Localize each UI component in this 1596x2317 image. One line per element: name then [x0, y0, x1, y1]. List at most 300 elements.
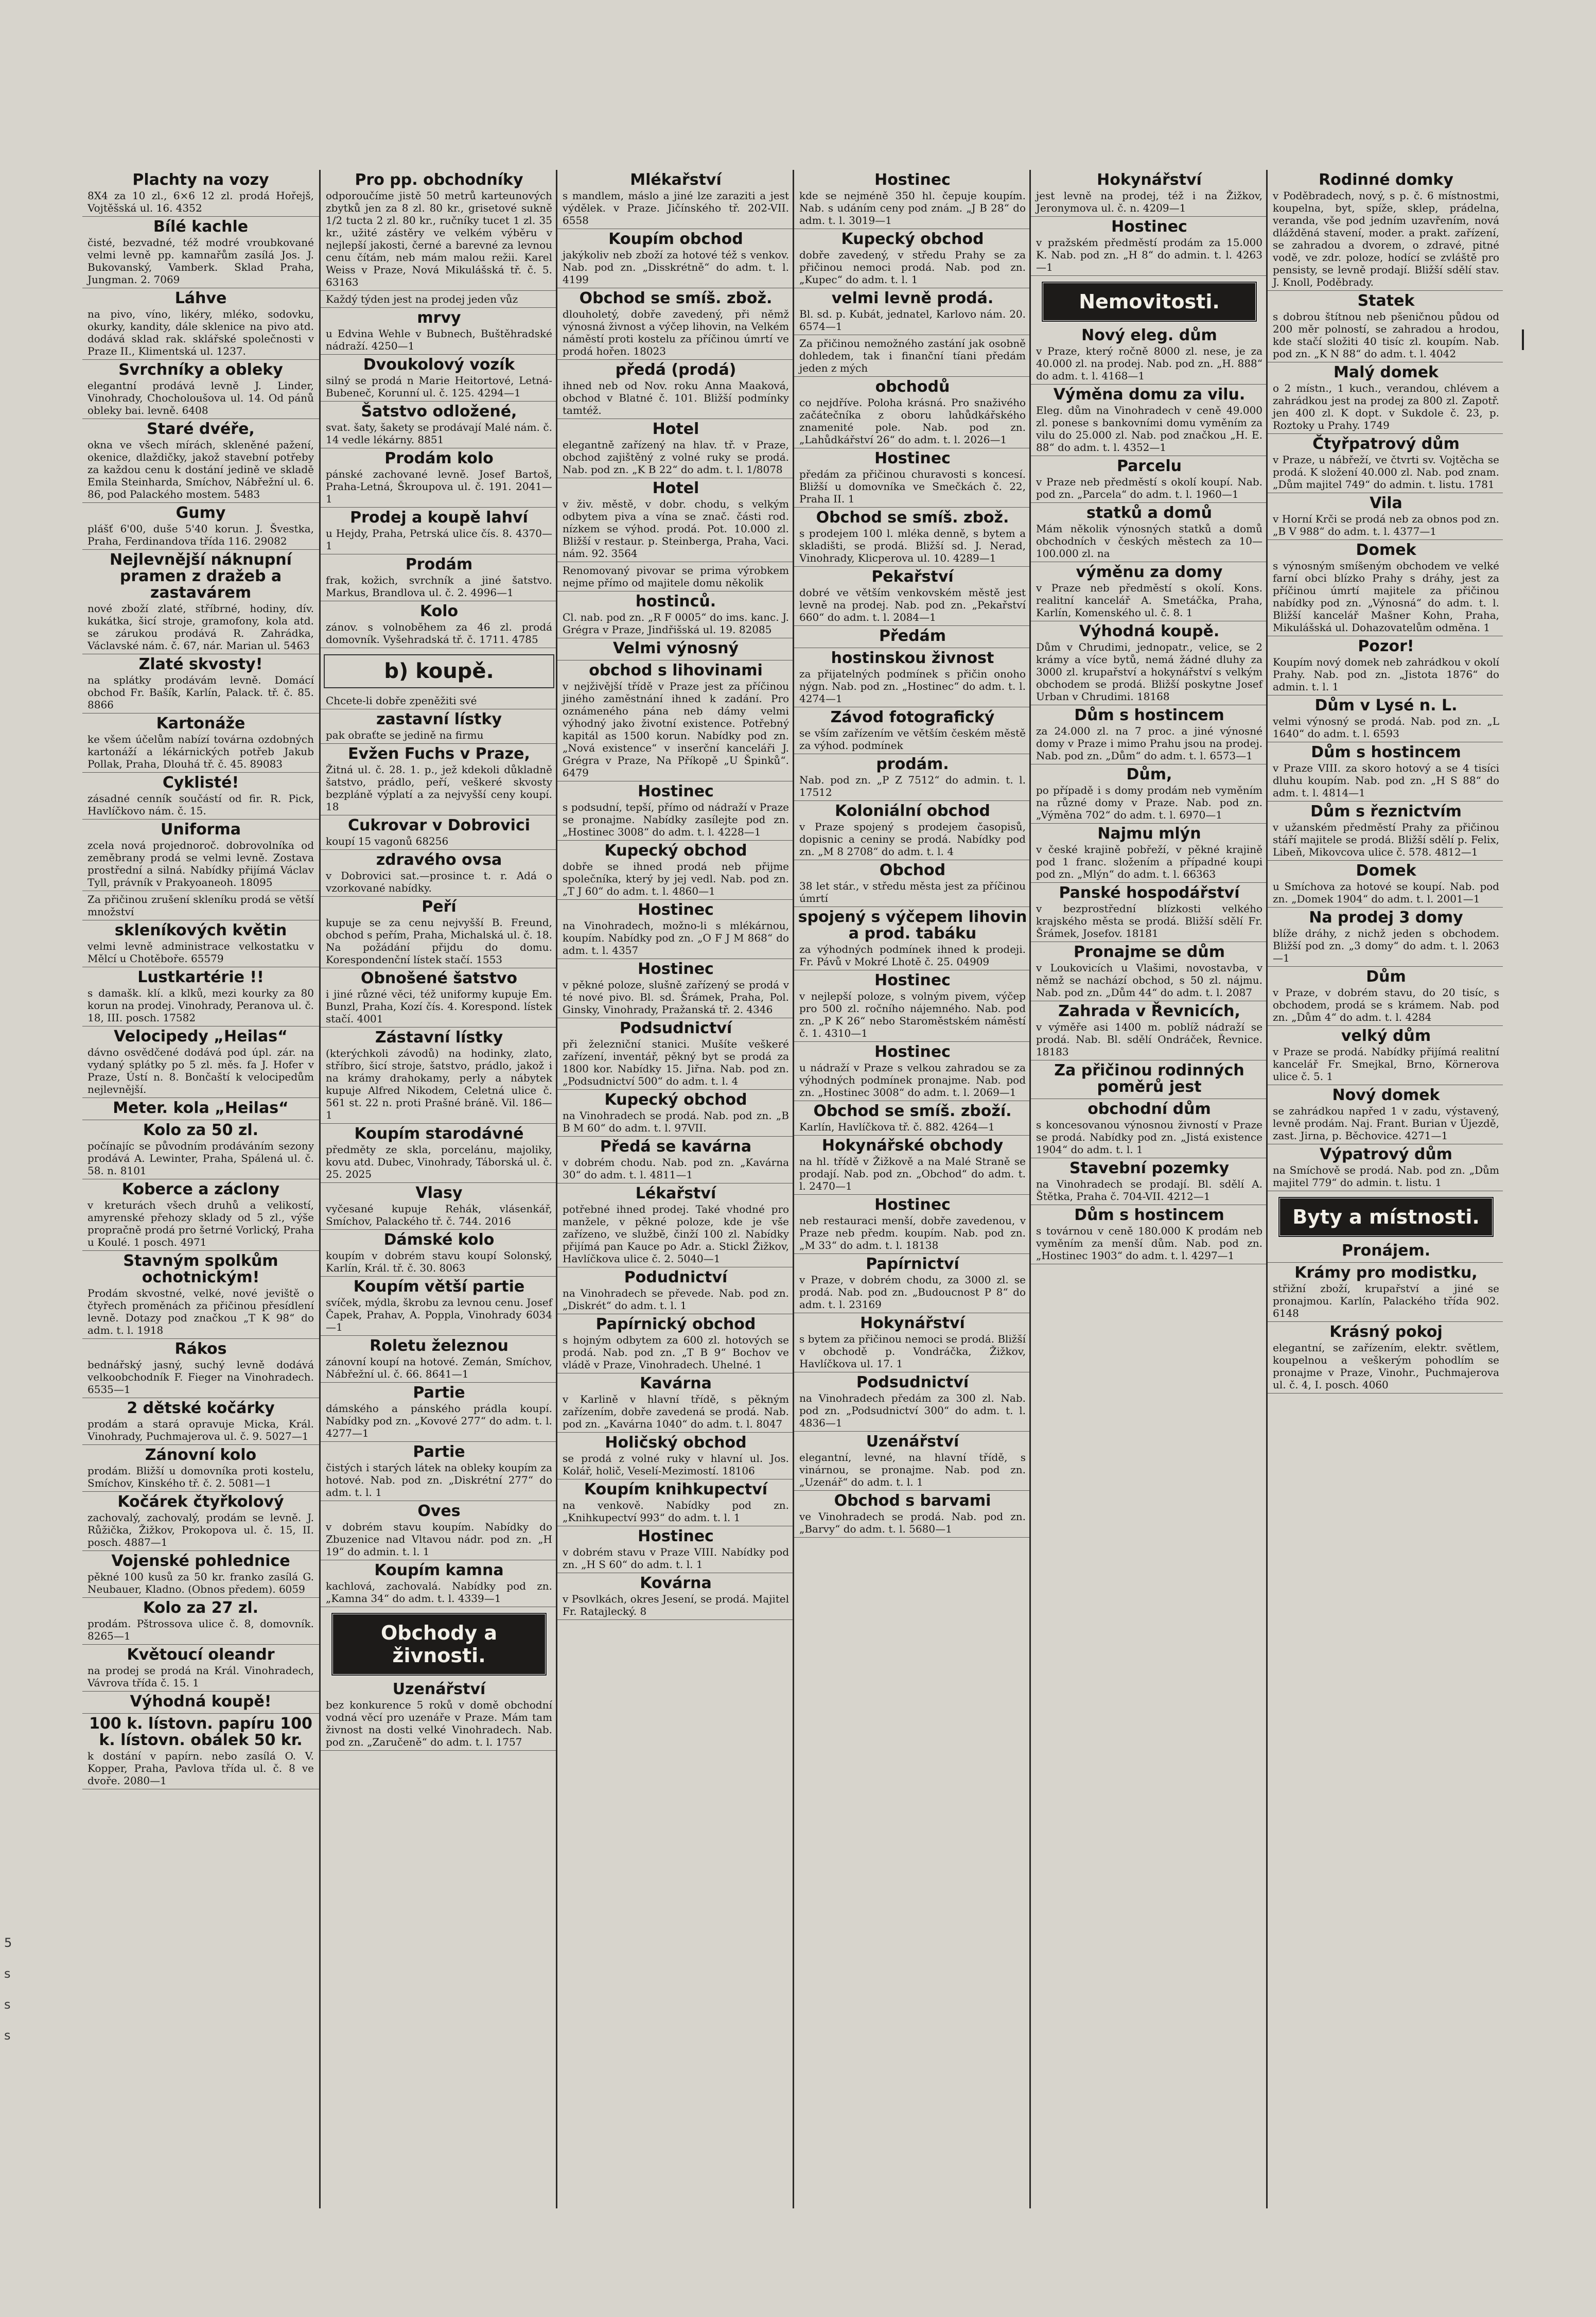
ad-text: kupuje se za cenu nejvyšší B. Freund, obchod s peřím, Praha, Michalská ul. č. 18. Na požádání přijdu do domu. Korespondenční lístek stačí. 1553	[326, 916, 552, 966]
ad-text: v Psovlkách, okres Jesení, se prodá. Majitel Fr. Ratajlecký. 8	[563, 1593, 789, 1617]
ad-heading: Dům s hostincem	[1311, 743, 1461, 761]
ad-text: s dobrou štítnou neb pšeničnou půdou od 200 měr polností, se zahradou a hrodou, kde stačí složiti 40 tisíc zl. koupím. Nab. pod zn. „K N 88“ do adm. t. l. 4042	[1273, 310, 1499, 360]
classified-ad	[1031, 1101, 1268, 1158]
ad-heading: Prodám kolo	[384, 449, 494, 467]
ad-heading: obchodů	[875, 378, 950, 396]
classified-ad	[321, 711, 557, 744]
ad-text: s damašk. klí. a klků, mezi kourky za 80 korun na prodej. Vinohrady, Peranova ul. č. 18, III. posch. 17582	[87, 987, 314, 1024]
ad-column	[556, 170, 794, 2208]
ad-heading: hostinců.	[635, 593, 716, 611]
classified-ad	[1268, 1087, 1503, 1144]
ad-text: zcela nová projednoroč. dobrovolníka od zeměbrany prodá se velmi levně. Zostava prostřední a silná. Nabídky přijímá Václav Tyll, právník v Prakyoaneoh. 18095	[87, 839, 314, 889]
ad-heading: Hostinec	[638, 782, 714, 800]
ad-heading: Předám	[879, 627, 946, 645]
ad-text: v Praze neb předměstí s okolí. Kons. realitní kancelář A. Smetáčka, Praha, Karlín, Komenského ul. č. 8. 1	[1036, 582, 1262, 619]
ad-heading: Hostinec	[874, 171, 951, 189]
ad-heading: Peří	[422, 898, 457, 916]
ad-heading: Pronajme se dům	[1073, 943, 1225, 961]
ad-text: v dobrém stavu koupím. Nabídky do Zbuzenice nad Vltavou nádr. pod zn. „H 19“ do admin. t. l. 1	[326, 1521, 552, 1558]
classified-ad	[1268, 542, 1503, 636]
ad-heading: Hostinec	[638, 901, 714, 919]
ad-text: po případě i s domy prodám neb vyměním na různé domy v Praze. Nab. pod zn. „Výměna 702“ do adm. t. l. 6970—1	[1036, 784, 1262, 821]
ad-heading: Hostinec	[874, 449, 951, 467]
classified-ad	[321, 293, 557, 308]
classified-ad	[82, 1494, 319, 1551]
ad-text: zánovní koupí na hotové. Zemán, Smíchov, Nábřežní ul. č. 66. 8641—1	[326, 1355, 552, 1380]
classified-ad	[794, 1138, 1031, 1195]
classified-ad	[1268, 910, 1503, 967]
ad-text: se zahrádkou napřed 1 v zadu, výstavený, levně prodám. Naj. Frant. Burian v Újezdě, zast. Jirna, p. Běchovice. 4271—1	[1273, 1105, 1499, 1142]
ad-text: v nejlepší poloze, s volným pivem, výčep pro 500 zl. ročního nájemného. Nab. pod zn. „P K 26“ nebo Staroměstském náměstí č. 1. 4310—1	[799, 990, 1026, 1039]
ad-text: Eleg. dům na Vinohradech v ceně 49.000 zl. ponese s bankovními domu vyměním za vilu do 25.000 zl. Nab. pod značkou „H. E. 88“ do adm. t. l. 4352—1	[1036, 404, 1262, 454]
ad-heading: zdravého ovsa	[376, 851, 502, 869]
ad-heading: Výpatrový dům	[1320, 1145, 1452, 1163]
ad-text: dávno osvědčené dodává pod úpl. zár. na vydaný splátky po 5 zl. měs. fa J. Hofer v Praze, Ústí n. 8. Bončaští k velocipedům nejlevnější.	[87, 1046, 314, 1095]
ad-heading: Zlaté skvosty!	[138, 655, 263, 673]
ad-text: Každý týden jest na prodej jeden vůz	[326, 293, 518, 305]
ad-text: Renomovaný pivovar se prima výrobkem nejme přímo od majitele domu několik	[563, 564, 789, 589]
ad-text: ve Vinohradech se prodá. Nab. pod zn. „Barvy“ do adm. t. l. 5680—1	[799, 1510, 1026, 1535]
ad-heading: Kupecký obchod	[841, 230, 984, 248]
classified-ad	[794, 1103, 1031, 1136]
classified-ad	[82, 219, 319, 288]
classified-ad	[82, 1122, 319, 1179]
classified-ad	[321, 603, 557, 648]
ad-text: na hl. třídě v Žižkově a na Malé Straně se prodají. Nab. pod zn. „Obchod“ do adm. t. l. 2470—1	[799, 1155, 1026, 1192]
classified-ad	[557, 902, 794, 959]
ad-heading: Prodám	[405, 555, 473, 573]
ad-heading: Stavební pozemky	[1069, 1159, 1230, 1177]
ad-heading: hostinskou živnost	[831, 649, 994, 667]
classified-ad	[1031, 1062, 1268, 1099]
ad-text: předměty ze skla, porcelánu, majoliky, kovu atd. Dubec, Vinohrady, Táborská ul. č. 25. 2025	[326, 1143, 552, 1180]
ad-heading: Hotel	[652, 420, 699, 438]
ad-heading: Vlasy	[415, 1184, 463, 1202]
ad-text: prodám. Pštrossova ulice č. 8, domovník. 8265—1	[87, 1617, 314, 1642]
classified-ad	[82, 362, 319, 419]
classified-ad	[794, 337, 1031, 377]
ad-text: na splátky prodávám levně. Domácí obchod Fr. Bašík, Karlín, Palack. tř. č. 85. 8866	[87, 674, 314, 711]
ad-column	[1266, 170, 1503, 2208]
ad-text: předám za přičinou churavosti s koncesí. Bližší u domovníka ve Smečkách č. 22, Praha II. 1	[799, 468, 1026, 505]
classified-ad	[82, 775, 319, 820]
classified-ad	[794, 1315, 1031, 1372]
ad-heading: Cukrovar v Dobrovici	[347, 816, 531, 834]
section-heading: b) koupě.	[324, 654, 554, 688]
ad-text: o 2 místn., 1 kuch., verandou, chlévem a zahrádkou jest na prodej za 800 zl. Zapotř. jen 400 zl. K dopt. v Sukdole č. 23, p. Roztoky u Prahy. 1749	[1273, 382, 1499, 431]
classified-ad	[321, 1185, 557, 1230]
ad-text: bez konkurence 5 roků v domě obchodní vodná věcí pro uzenáře v Praze. Mám tam živnost na dosti velké Vinohradech. Nab. pod zn. „Zaručeně“ do adm. t. l. 1757	[326, 1699, 552, 1748]
classified-ad	[321, 1338, 557, 1383]
classified-ad	[1268, 1028, 1503, 1085]
ad-heading: Kolo za 50 zl.	[143, 1121, 259, 1139]
ad-heading: Dům s řeznictvím	[1310, 803, 1462, 821]
classified-ad	[321, 1030, 557, 1124]
classified-ad	[794, 172, 1031, 229]
classified-ad	[321, 1126, 557, 1183]
classified-ad	[557, 362, 794, 419]
ad-text: Žitná ul. č. 28. 1. p., jež kdekoli důkladně šatstvo, prádlo, peří, veškeré skvosty bezpláně výplatí a za nejvyšší ceny koupí. 18	[326, 763, 552, 813]
classified-ad	[794, 972, 1031, 1042]
ad-text: dobře se ihned prodá neb přijme společníka, který by jej vedl. Nab. pod zn. „T J 60“ do adm. t. l. 4860—1	[563, 860, 789, 897]
ad-heading: Partie	[413, 1443, 465, 1461]
classified-ad	[1031, 458, 1268, 503]
ad-heading: 100 k. lístovn. papíru 100 k. lístovn. obálek 50 kr.	[89, 1715, 312, 1749]
ad-column	[319, 170, 557, 2208]
ad-heading: Dům	[1366, 968, 1406, 986]
ad-heading: Zástavní lístky	[375, 1029, 503, 1047]
ad-heading: Dům,	[1126, 765, 1172, 783]
ad-text: u Hejdy, Praha, Petrská ulice čís. 8. 4370—1	[326, 527, 552, 552]
ad-heading: Lustkartérie !!	[137, 968, 264, 986]
ad-text: dámského a pánského prádla koupí. Nabídky pod zn. „Kovové 277“ do adm. t. l. 4277—1	[326, 1402, 552, 1439]
ad-text: u Edvina Wehle v Bubnech, Buštěhradské nádraží. 4250—1	[326, 327, 552, 352]
ad-heading: spojený s výčepem lihovin a prod. tabáku	[798, 908, 1027, 943]
classified-ad	[794, 1434, 1031, 1491]
classified-ad	[1268, 172, 1503, 291]
ad-heading: Nejlevnější náknupní pramen z dražeb a zastavárem	[110, 551, 292, 602]
ad-heading: Podsudnictví	[856, 1373, 969, 1391]
ad-text: s bytem za přičinou nemoci se prodá. Bližší v obchodě p. Vondráčka, Žižkov, Havlíčkova ul. 17. 1	[799, 1333, 1026, 1370]
classified-ad	[1031, 766, 1268, 824]
ad-text: v nejživější třídě v Praze jest za příčinou jiného zaměstnání ihned k zadání. Pro oznámeného pána neb dámy velmi výhodný jako životní existence. Potřebný kapitál as 1500 korun. Nabídky pod zn. „Nová existence“ v inserční kanceláři J. Grégra v Praze, Na Příkopě „U Špinků“. 6479	[563, 680, 789, 779]
ad-text: jakýkoliv neb zboží za hotové též s venkov. Nab. pod zn. „Disskrétně“ do adm. t. l. 4199	[563, 249, 789, 286]
ad-heading: mrvy	[417, 309, 461, 327]
ad-text: ihned neb od Nov. roku Anna Maaková, obchod v Blatné č. 101. Bližší podmínky tamtéž.	[563, 379, 789, 416]
classified-ad	[794, 290, 1031, 335]
classified-ad	[557, 1575, 794, 1620]
ad-heading: Kupecký obchod	[604, 1091, 747, 1109]
ad-heading: Koupím knihkupectví	[584, 1480, 768, 1499]
classified-ad	[82, 822, 319, 891]
ad-text: v pražském předměstí prodám za 15.000 K. Nab. pod zn. „H 8“ do admin. t. l. 4263—1	[1036, 236, 1262, 273]
ad-text: v Praze spojený s prodejem časopisů, dopisnic a ceniny se prodá. Nabídky pod zn. „M 8 2708“ do adm. t. l. 4	[799, 821, 1026, 858]
ad-text: s výnosným smíšeným obchodem ve velké farní obci blízko Prahy s dráhy, jest za příčinou úmrtí majitele za přičinou nabídky pod zn. „Výnosná“ do adm. t. l. Bližší kancelář Mašner Kohn, Praha, Mikulášská ul. Dohazovatelům odměna. 1	[1273, 560, 1499, 634]
ad-heading: Vojenské pohlednice	[111, 1552, 290, 1570]
ad-heading: Vila	[1370, 494, 1402, 512]
classified-ad	[1031, 387, 1268, 456]
ad-text: se prodá z volné ruky v hlavní ul. Jos. Kolář, holič, Veselí-Mezimostí. 18106	[563, 1452, 789, 1477]
classified-ad	[794, 1374, 1031, 1432]
ad-text: za výhodných podmínek ihned k prodeji. Fr. Pávů v Mokré Lhotě č. 25. 04909	[799, 943, 1026, 968]
ad-heading: 2 dětské kočárky	[127, 1399, 275, 1417]
classified-ad	[1268, 744, 1503, 802]
classified-ad	[82, 1400, 319, 1445]
classified-ad	[1268, 969, 1503, 1026]
ad-text: na prodej se prodá na Král. Vinohradech, Vávrova třída č. 15. 1	[87, 1664, 314, 1689]
ad-text: odporoučíme jistě 50 metrů karteunových zbytků jen za 8 zl. 80 kr., grisetové sukně 1/2 tucta 2 zl. 80 kr., ručníky tucet 1 zl. 35 kr., užité zástěry ve velkém výběru v nejlepší jakosti, černé a barevné za levnou cenu čítám, neb mám malou režii. Karel Weiss v Praze, Nová Mikulášská tř. č. 5. 63163	[326, 189, 552, 288]
ad-heading: Koupím obchod	[608, 230, 743, 248]
classified-ad	[794, 1493, 1031, 1538]
margin-mark: 5	[4, 1936, 12, 1950]
ad-heading: Hostinec	[874, 1196, 951, 1214]
classified-ad	[82, 893, 319, 920]
classified-ad	[1031, 1207, 1268, 1264]
ad-heading: Uniforma	[161, 821, 241, 839]
ad-text: koupí 15 vagonů 68256	[326, 835, 449, 847]
ad-heading: Podudnictví	[624, 1268, 728, 1286]
ad-heading: Předá se kavárna	[600, 1138, 752, 1156]
ad-heading: Dům s hostincem	[1074, 706, 1224, 724]
ad-text: Za přičinou nemožného zastání jak osobně dohledem, tak i finanční tíani předám jeden z mých	[799, 337, 1026, 374]
ad-heading: Zánovní kolo	[145, 1446, 257, 1464]
classified-ad	[82, 969, 319, 1026]
classified-ad	[1031, 505, 1268, 562]
ad-heading: Velmi výnosný	[612, 639, 739, 657]
ad-text: blíže dráhy, z nichž jeden s obchodem. Bližší pod zn. „3 domy“ do adm. t. l. 2063—1	[1273, 927, 1499, 964]
classified-ad	[794, 450, 1031, 508]
ad-heading: Uzenářství	[392, 1680, 486, 1698]
ad-text: ke všem účelům nabízí továrna ozdobných kartonáží a lékárnických potřeb Jakub Pollak, Praha, Dlouhá tř. č. 45. 89083	[87, 733, 314, 770]
classified-ad	[321, 970, 557, 1027]
ad-text: prodám a stará opravuje Micka, Král. Vinohrady, Puchmajerova ul. č. 9. 5027—1	[87, 1418, 314, 1442]
ad-heading: Holičský obchod	[605, 1434, 747, 1452]
ad-text: na pivo, víno, likéry, mléko, sodovku, okurky, kandity, dále sklenice na pivo atd. dodává sklad rak. sklářské společnosti v Praze II., Klimentská ul. 1237.	[87, 308, 314, 357]
ad-text: i jiné různé věci, též uniformy kupuje Em. Bunzl, Praha, Kozí čís. 4. Korespond. lístek stačí. 4001	[326, 988, 552, 1025]
classified-ad	[794, 628, 1031, 648]
ad-heading: Malý domek	[1333, 363, 1439, 381]
ad-text: za 24.000 zl. na 7 proc. a jiné výnosné domy v Praze i mimo Prahu jsou na prodej. Nab. pod zn. „Dům“ do adm. t. l. 6573—1	[1036, 725, 1262, 762]
ad-heading: Velocipedy „Heilas“	[114, 1027, 288, 1046]
ad-heading: Zahrada v Řevnicích,	[1058, 1002, 1240, 1020]
ad-heading: Nový domek	[1332, 1086, 1440, 1104]
classified-ad	[321, 694, 557, 709]
ad-text: v dobrém stavu v Praze VIII. Nabídky pod zn. „H S 60“ do adm. t. l. 1	[563, 1546, 789, 1571]
ad-heading: Rákos	[174, 1340, 227, 1358]
ad-text: při železniční stanici. Mušíte veškeré zařízení, inventář, pěkný byt se prodá za 1800 kor. Nabídky 15. Jiřna. Nab. pod zn. „Podsudnictví 500“ do adm. t. l. 4	[563, 1038, 789, 1087]
ad-text: Koupím nový domek neb zahrádkou v okolí Prahy. Nab. pod zn. „Jistota 1876“ do admin. t. l. 1	[1273, 656, 1499, 693]
ad-heading: Parcelu	[1117, 457, 1182, 475]
classified-ad	[557, 1482, 794, 1526]
ad-text: v Praze, u nábřeží, ve čtvrti sv. Vojtěcha se prodá. K složení 40.000 zl. Nab. pod znam. „Dům majitel 749“ do admin. t. listu. 1781	[1273, 454, 1499, 491]
ad-heading: obchod s lihovinami	[589, 661, 763, 680]
ad-text: u nádraží v Praze s velkou zahradou se za výhodných podmínek pronajme. Nab. pod zn. „Hostinec 3008“ do adm. t. l. 2069—1	[799, 1061, 1026, 1099]
ad-text: pánské zachované levně. Josef Bartoš, Praha-Letná, Škroupova ul. č. 191. 2041—1	[326, 468, 552, 505]
classified-ad	[321, 1279, 557, 1336]
ad-heading: Obchod se smíš. zbož.	[816, 509, 1009, 527]
ad-text: elegantní prodává levně J. Linder, Vinohrady, Chocholoušova ul. 14. Od pánů obleky bai. levně. 6408	[87, 379, 314, 416]
classified-ad	[557, 1375, 794, 1433]
ad-text: na Smíchově se prodá. Nab. pod zn. „Dům majitel 779“ do admin. t. listu. 1	[1273, 1164, 1499, 1189]
classified-ad	[321, 817, 557, 850]
ad-text: s hojným odbytem za 600 zl. hotových se prodá. Nab. pod zn. „T B 9“ Bochov ve vládě v Praze, Vinohradech. Uhelné. 1	[563, 1334, 789, 1371]
ad-heading: Obchod s barvami	[834, 1492, 991, 1510]
classified-ad	[1268, 1265, 1503, 1322]
margin-rule	[1522, 329, 1524, 350]
ad-column	[82, 170, 319, 2208]
ad-text: Bl. sd. p. Kubát, jednatel, Karlovo nám. 20. 6574—1	[799, 308, 1026, 333]
ad-text: dobré ve větším venkovském městě jest levně na prodej. Nab. pod zn. „Pekařství 660“ do adm. t. l. 2084—1	[799, 586, 1026, 623]
ad-text: s továrnou v ceně 180.000 K prodám neb vyměním za menší dům. Nab. pod zn. „Hostinec 1903“ do adm. t. l. 4297—1	[1036, 1225, 1262, 1262]
classified-ad	[1031, 707, 1268, 764]
classified-ad	[82, 1553, 319, 1598]
classified-ad	[321, 450, 557, 508]
ad-text: kachlová, zachovalá. Nabídky pod zn. „Kamna 34“ do adm. t. l. 4339—1	[326, 1580, 552, 1605]
ad-heading: Papírnictví	[866, 1255, 959, 1273]
ad-text: frak, kožich, svrchník a jiné šatstvo. Markus, Brandlova ul. č. 2. 4996—1	[326, 574, 552, 599]
classified-ad	[557, 961, 794, 1018]
classified-ad	[557, 1139, 794, 1183]
ad-heading: Krámy pro modistku,	[1294, 1264, 1478, 1282]
ad-text: na venkově. Nabídky pod zn. „Knihkupectví 993“ do adm. t. l. 1	[563, 1499, 789, 1524]
ad-text: Za přičinou zrušení skleníku prodá se větší množství	[87, 893, 314, 918]
ad-heading: Domek	[1356, 541, 1416, 559]
ad-heading: Na prodej 3 domy	[1309, 909, 1463, 927]
ad-heading: Nový eleg. dům	[1081, 326, 1217, 344]
ad-text: v Praze neb předměstí s okolí koupí. Nab. pod zn. „Parcela“ do adm. t. l. 1960—1	[1036, 476, 1262, 500]
margin-mark: s	[4, 1997, 11, 2012]
ad-text: zachovalý, zachovalý, prodám se levně. J. Růžička, Žižkov, Prokopova ul. č. 15, II. posch. 4887—1	[87, 1511, 314, 1548]
ad-heading: Stavným spolkům ochotnickým!	[123, 1252, 278, 1286]
ad-heading: statků a domů	[1086, 504, 1212, 522]
ad-text: v užanském předměstí Prahy za přičinou stáří majitele se prodá. Bližší sdělí p. Felix, Libeň, Mikovcova ulice č. 578. 4812—1	[1273, 821, 1499, 858]
ad-text: prodám. Bližší u domovníka proti kostelu, Smíchov, Kinského tř. č. 2. 5081—1	[87, 1465, 314, 1489]
classified-ad	[557, 1020, 794, 1090]
ad-text: dlouholetý, dobře zavedený, při němž výnosná živnost a výčep lihovin, na Velkém náměstí proti kostelu za příčinou úmrtí ve prodá hořen. 18023	[563, 308, 789, 357]
ad-text: se vším zařízením ve větším českém městě za výhod. podmínek	[799, 727, 1026, 752]
ad-text: 38 let stár., v středu města jest za příčinou úmrtí	[799, 880, 1026, 904]
classified-ad	[557, 1092, 794, 1137]
classified-ad	[82, 1341, 319, 1398]
classified-ad	[557, 1435, 794, 1479]
ad-heading: Hostinec	[1111, 218, 1187, 236]
ad-heading: Prodej a koupě lahví	[350, 509, 528, 527]
classified-ad	[794, 650, 1031, 707]
ad-heading: Uzenářství	[866, 1433, 959, 1451]
ad-text: Prodám skvostné, velké, nové jeviště o čtyřech proměnách za přičinou přesídlení levně. Dotazy pod značkou „T K 98“ do adm. t. l. 1918	[87, 1287, 314, 1336]
classified-ad	[794, 803, 1031, 860]
ad-text: Karlín, Havlíčkova tř. č. 882. 4264—1	[799, 1121, 995, 1133]
ad-text: na Vinohradech předám za 300 zl. Nab. pod zn. „Podsudnictví 300“ do adm. t. l. 4836—1	[799, 1392, 1026, 1429]
ad-text: Chcete-li dobře zpeněžiti své	[326, 694, 477, 707]
ad-heading: Pozor!	[1358, 637, 1414, 655]
section-banner: Obchody a živnosti.	[331, 1612, 547, 1676]
ad-heading: Hostinec	[874, 1043, 951, 1061]
classified-ad	[321, 1503, 557, 1560]
ad-heading: Kupecký obchod	[604, 842, 747, 860]
ad-text: zásadné cenník součástí od fir. R. Pick, Havlíčkovo nám. č. 15.	[87, 792, 314, 817]
ad-heading: Pronájem.	[1341, 1242, 1431, 1260]
classified-ad	[1268, 1243, 1503, 1263]
classified-ad	[82, 1647, 319, 1692]
classified-ad	[321, 510, 557, 554]
ad-heading: Gumy	[176, 504, 226, 522]
ad-text: za přijatelných podmínek s přičin onoho nýgn. Nab. pod zn. „Hostinec“ do adm. t. l. 4274—1	[799, 668, 1026, 705]
ad-text: v české krajině pobřeží, v pěkné krajině pod 1 franc. složením a případné koupi pod zn. „Mlýn“ do adm. t. l. 66363	[1036, 843, 1262, 880]
ad-text: kde se nejméně 350 hl. čepuje koupím. Nab. s udáním ceny pod znám. „J B 28“ do adm. t. l. 3019—1	[799, 189, 1026, 227]
classified-ad	[82, 1029, 319, 1098]
classified-ad	[794, 1256, 1031, 1313]
classified-ad	[321, 404, 557, 448]
ad-heading: Oves	[417, 1502, 461, 1520]
classified-ad	[1268, 804, 1503, 861]
ad-text: velmi výnosný se prodá. Nab. pod zn. „L 1640“ do adm. t. l. 6593	[1273, 715, 1499, 740]
ad-heading: Květoucí oleandr	[127, 1646, 275, 1664]
classified-ad	[1268, 698, 1503, 742]
ad-heading: Koberce a záclony	[121, 1180, 280, 1198]
ad-text: 8X4 za 10 zl., 6×6 12 zl. prodá Hořejš, Vojtěšská ul. 16. 4352	[87, 189, 314, 214]
ad-text: (kterýchkoli závodů) na hodinky, zlato, stříbro, šicí stroje, šatstvo, prádlo, jakož i na krámy drahokamy, perly a nábytek kupuje Alfred Nikodem, Celetná ulice č. 561 st. 22 n. proti Prašné bráně. Vil. 186—1	[326, 1047, 552, 1121]
classified-ad	[82, 421, 319, 503]
ad-heading: velký dům	[1341, 1027, 1431, 1045]
classified-ad	[1031, 1160, 1268, 1205]
classified-ad	[321, 1385, 557, 1442]
classified-ad	[1268, 436, 1503, 493]
ad-heading: prodám.	[876, 755, 949, 773]
section-banner: Byty a místnosti.	[1278, 1196, 1494, 1238]
classified-ad	[1031, 944, 1268, 1001]
classified-ad	[557, 1528, 794, 1573]
ad-text: v Praze se prodá. Nabídky přijímá realitní kancelář Fr. Smejkal, Brno, Körnerova ulice č. 5. 1	[1273, 1046, 1499, 1083]
ad-heading: obchodní dům	[1088, 1100, 1211, 1118]
classified-ad	[794, 379, 1031, 448]
classified-ad	[82, 1694, 319, 1714]
ad-text: v výměře asi 1400 m. poblíž nádraží se prodá. Nab. Bl. sdělí Ondráček, Řevnice. 18183	[1036, 1021, 1262, 1058]
ad-heading: Lékařství	[635, 1184, 716, 1203]
ad-text: v bezprostřední blízkosti velkého krajského města se prodá. Bližší sdělí Fr. Šrámek, Josefov. 18181	[1036, 902, 1262, 939]
ad-heading: Hokynářství	[860, 1314, 965, 1332]
section-banner: Nemovitosti.	[1041, 281, 1257, 322]
ad-text: v Praze VIII. za skoro hotový a se 4 tisíci dluhu koupím. Nab. pod zn. „H S 88“ do adm. t. l. 4814—1	[1273, 762, 1499, 799]
ad-text: svat. šaty, šakety se prodávají Malé nám. č. 14 vedle lékárny. 8851	[326, 421, 552, 446]
ad-heading: Podsudnictví	[619, 1019, 732, 1037]
ad-heading: Koupím větší partie	[353, 1278, 525, 1296]
ad-heading: Mlékařství	[630, 171, 722, 189]
ad-text: neb restauraci menší, dobře zavedenou, v Praze neb předm. koupím. Nab. pod zn. „M 33“ do adm. t. l. 18138	[799, 1214, 1026, 1251]
classified-ad	[321, 1562, 557, 1607]
classified-ad	[1031, 564, 1268, 621]
classified-ad	[794, 510, 1031, 567]
classified-ad	[82, 1600, 319, 1645]
ad-column	[1029, 170, 1268, 2208]
classified-ad	[557, 663, 794, 781]
classified-ad	[1031, 219, 1268, 276]
ad-heading: Obchod se smíš. zbož.	[579, 289, 773, 307]
ad-heading: Kolo	[419, 602, 459, 620]
ad-text: nové zboží zlaté, stříbrné, hodiny, dív. kukátka, šicí stroje, gramofony, kola atd. se zárukou prodává R. Zahrádka, Václavské nám. č. 67, nár. Marian ul. 5463	[87, 602, 314, 652]
ad-heading: Dvoukolový vozík	[363, 356, 515, 374]
classified-ad	[321, 357, 557, 402]
classified-ad	[1031, 1003, 1268, 1060]
ad-heading: Kočárek čtyřkolový	[117, 1493, 284, 1511]
ad-heading: Bílé kachle	[153, 218, 249, 236]
classified-ad	[557, 172, 794, 229]
ad-text: s prodejem 100 l. mléka denně, s bytem a skladišti, se prodá. Bližší sd. J. Nerad, Vinohrady, Klicperova ul. 10. 4289—1	[799, 527, 1026, 564]
classified-ad	[321, 1444, 557, 1501]
classified-ad	[82, 716, 319, 773]
ad-heading: Kartonáže	[156, 715, 245, 733]
classified-ad	[557, 594, 794, 638]
ad-text: elegantní, levné, na hlavní třídě, s vinárnou, se pronajme. Nab. pod zn. „Uzenář“ do adm. t. l. 1	[799, 1451, 1026, 1488]
ad-heading: předá (prodá)	[615, 361, 736, 379]
classified-ad	[82, 1181, 319, 1251]
ad-text: s mandlem, máslo a jiné lze zaraziti a jest výdělek. v Praze. Jičínského tř. 202-VII. 6558	[563, 189, 789, 227]
classified-ad	[794, 909, 1031, 970]
ad-text: v pěkné poloze, slušně zařízený se prodá v té nové pivo. Bl. sd. Šrámek, Praha, Pol. Ginsky, Vinohrady, Pražanská tř. 2. 4346	[563, 979, 789, 1016]
classified-ad	[321, 852, 557, 897]
ad-heading: Láhve	[174, 289, 227, 307]
ad-heading: Čtyřpatrový dům	[1312, 435, 1460, 453]
ad-text: svíček, mýdla, škrobu za levnou cenu. Josef Čapek, Prahav, A. Poppla, Vinohrady 6034—1	[326, 1296, 552, 1333]
ad-heading: Koupím kamna	[374, 1561, 504, 1579]
ad-heading: Najmu mlýn	[1097, 825, 1201, 843]
ad-heading: Pekařství	[871, 568, 954, 586]
ad-heading: Výhodná koupě.	[1079, 622, 1220, 640]
classified-ad	[321, 1232, 557, 1277]
classified-ad	[1268, 1324, 1503, 1393]
classified-ad	[82, 172, 319, 217]
ad-text: střižní zboží, krupařství a jiné se pronajmou. Karlín, Palackého třída 902. 6148	[1273, 1282, 1499, 1319]
